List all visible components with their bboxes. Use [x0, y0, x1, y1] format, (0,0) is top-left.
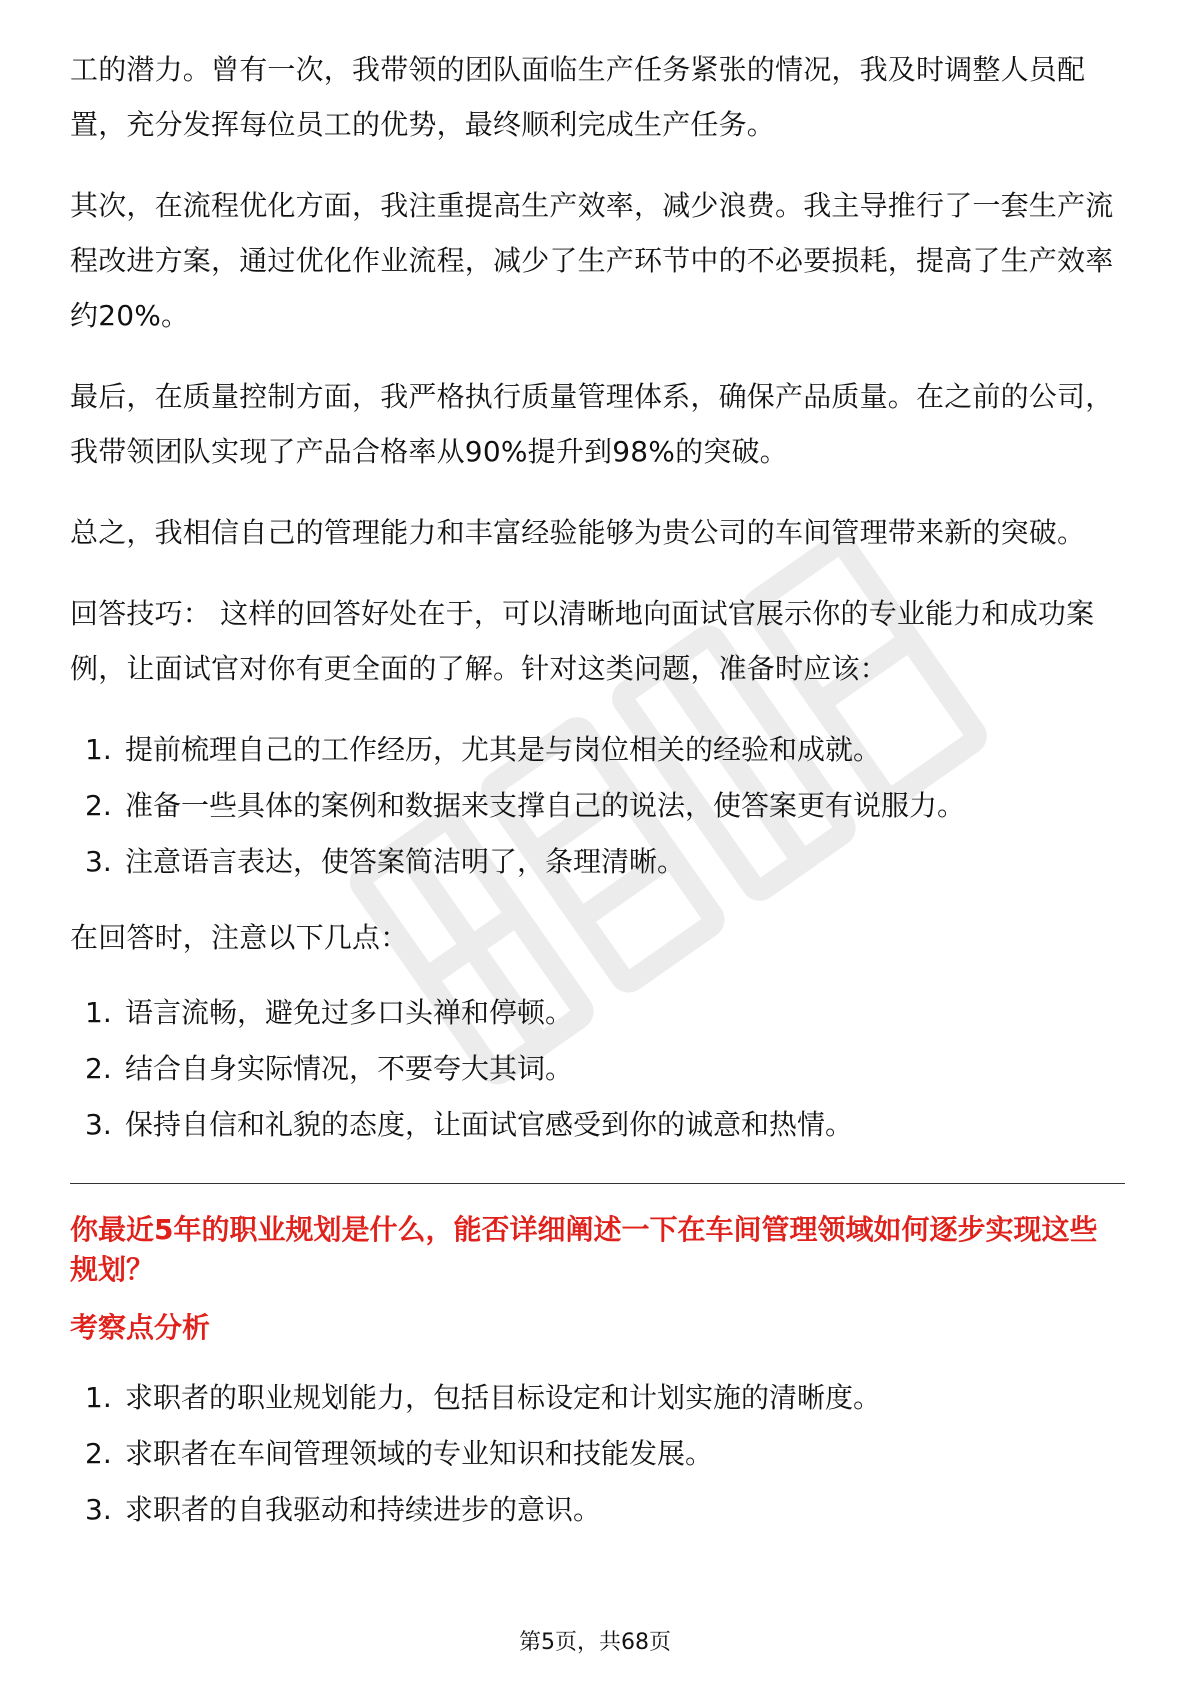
- list-text: 保持自信和礼貌的态度，让面试官感受到你的诚意和热情。: [125, 1108, 854, 1141]
- list-text: 准备一些具体的案例和数据来支撑自己的说法，使答案更有说服力。: [125, 789, 966, 822]
- question-title: 你最近5年的职业规划是什么，能否详细阐述一下在车间管理领域如何逐步实现这些规划？: [70, 1213, 1098, 1286]
- list-item: [70, 985, 1125, 1041]
- list-item: [70, 1426, 1125, 1482]
- list-number: 3.: [85, 1108, 112, 1141]
- list-item: [70, 778, 1125, 834]
- list-item: [70, 1482, 1125, 1538]
- paragraph-notes-intro: 在回答时，注意以下几点：: [70, 921, 409, 954]
- list-text: 语言流畅，避免过多口头禅和停顿。: [125, 996, 574, 1029]
- paragraph-tips: 回答技巧： 这样的回答好处在于，可以清晰地向面试官展示你的专业能力和成功案例，让面试官对你有更全面的了解。针对这类问题，准备时应该：: [70, 597, 1095, 685]
- analysis-list: [70, 1370, 1125, 1538]
- list-number: 2.: [85, 789, 112, 822]
- analysis-heading: 考察点分析: [70, 1311, 211, 1344]
- list-text: 求职者的自我驱动和持续进步的意识。: [125, 1493, 602, 1526]
- list-number: 3.: [85, 1493, 112, 1526]
- tips-list: [70, 722, 1125, 890]
- page-footer: 第5页，共68页: [519, 1630, 671, 1655]
- paragraph-summary: 总之，我相信自己的管理能力和丰富经验能够为贵公司的车间管理带来新的突破。: [70, 516, 1086, 549]
- list-number: 2.: [85, 1052, 112, 1085]
- document-page: [70, 42, 1125, 1558]
- list-item: [70, 1097, 1125, 1153]
- list-number: 3.: [85, 845, 112, 878]
- list-number: 1.: [85, 996, 112, 1029]
- notes-list: [70, 985, 1125, 1153]
- list-text: 提前梳理自己的工作经历，尤其是与岗位相关的经验和成就。: [125, 733, 882, 766]
- section-divider: [70, 1183, 1125, 1184]
- list-text: 求职者在车间管理领域的专业知识和技能发展。: [125, 1437, 714, 1470]
- paragraph-quality: 最后，在质量控制方面，我严格执行质量管理体系，确保产品质量。在之前的公司，我带领团队实现了产品合格率从90%提升到98%的突破。: [70, 380, 1114, 468]
- list-text: 求职者的职业规划能力，包括目标设定和计划实施的清晰度。: [125, 1381, 882, 1414]
- paragraph-team: 工的潜力。曾有一次，我带领的团队面临生产任务紧张的情况，我及时调整人员配置，充分发挥每位员工的优势，最终顺利完成生产任务。: [70, 53, 1086, 141]
- list-item: [70, 1041, 1125, 1097]
- list-number: 2.: [85, 1437, 112, 1470]
- paragraph-process: 其次，在流程优化方面，我注重提高生产效率，减少浪费。我主导推行了一套生产流程改进方案，通过优化作业流程，减少了生产环节中的不必要损耗，提高了生产效率约20%。: [70, 189, 1114, 332]
- list-item: [70, 834, 1125, 890]
- list-item: [70, 722, 1125, 778]
- list-text: 注意语言表达，使答案简洁明了，条理清晰。: [125, 845, 686, 878]
- list-item: [70, 1370, 1125, 1426]
- list-number: 1.: [85, 1381, 112, 1414]
- list-number: 1.: [85, 733, 112, 766]
- list-text: 结合自身实际情况，不要夸大其词。: [125, 1052, 574, 1085]
